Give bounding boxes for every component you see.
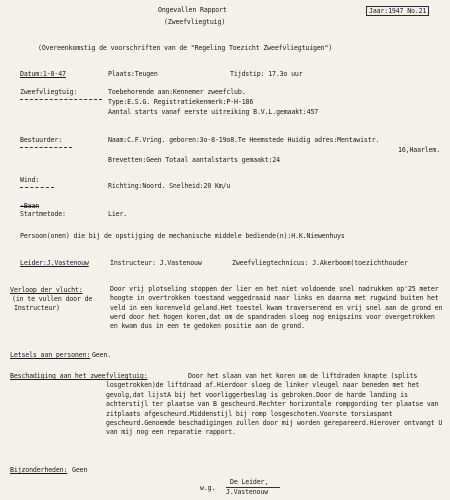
flight-course-label-3: Instructeur) [14, 304, 60, 312]
signature-rule [226, 487, 280, 488]
pilot-name-address: Naam:C.F.Vring. geboren:3o-8-19o8.Te Heemstede Huidig adres:Mentawistr. [108, 136, 380, 144]
start-method-value: Lier. [108, 210, 128, 218]
damage-text: Door het slaan van het koren om de liftdraden knapte (splits losgetrokken)de liftdraad af.Hierdoor sloeg de linker vleugel naar beneden met het gevolg,dat lijstA bij het voorliggerbeslag is gebroken.Door de harde landing is achterstijl ter plaatse van B gescheurd.Rechter horizontale rompgording ter plaatse van zitplaats afgescheurd.Middenstijl bij romp losgeschoten.Voorste torsiaspant gescheurd.Genoemde beschadigingen zullen door mij worden gerepareerd.Hierover ontvangt U van mij nog een reparatie rapport. [106, 372, 443, 437]
wg-mark: w.g. [200, 484, 216, 492]
wind-value: Richting:Noord. Snelheid:20 Km/u [108, 182, 231, 190]
pilot-licences: Brevetten:Geen Totaal aantalstarts gemaakt:24 [108, 156, 280, 164]
pilot-label: Bestuurder: [20, 136, 63, 144]
start-method-label: Startmetode: [20, 210, 66, 218]
particulars-value: Geen [72, 466, 88, 474]
place-field: Plaats:Teugen [108, 70, 158, 78]
wind-label: Wind: [20, 176, 40, 184]
year-number-box: Jaar:1947 No.21 [366, 6, 429, 16]
leader-field: Leider:J.Vastenouw [20, 259, 89, 267]
particulars-label: Bijzonderheden: [10, 466, 68, 474]
regulation-note: (Overeenkomstig de voorschriften van de "Regeling Toezicht Zweefvliegtuigen") [38, 44, 333, 52]
aircraft-label-dashes [20, 99, 102, 100]
aircraft-owner: Toebehorende aan:Kennemer zweefclub. [108, 88, 246, 96]
flight-course-text: Door vrij plotseling stoppen der lier en het niet voldoende snel nadrukken op'25 meter hoogte in overtrokken toestand weggedraaid naar links en daarna met rugwind buiten het veld in een korenveld geland.Het toestel kwam traverserend en vrij snel aan de grond en werd door het hogen koren,dat om de spandraden sloeg nog enigszins voor overgetrokken en kwam dus in een te gedoken positie aan de grond. [110, 285, 443, 331]
winch-operator: Persoon(onen) die bij de opstijging de mechanische middele bediende(n):H.K.Niewenhuys [20, 232, 345, 240]
signature-name: J.Vastenouw [226, 488, 269, 496]
flight-course-label: Verloop der vlucht: [10, 286, 83, 294]
report-title: Ongevallen Rapport [158, 6, 227, 14]
technician-field: Zweefvliegtechnicus: J.Akerboom(toezichthouder [232, 259, 408, 267]
pilot-label-dashes [20, 147, 72, 148]
flight-course-label-2: (in te vullen door de [12, 295, 93, 303]
signature-title: De Leider, [230, 478, 269, 486]
struck-baan: -Baan [20, 202, 40, 210]
time-field: Tijdstip: 17.3o uur [230, 70, 303, 78]
wind-label-dashes [20, 187, 54, 188]
injuries-value: Geen. [92, 351, 112, 359]
aircraft-starts: Aantal starts vanaf eerste uitreiking B.V.L.gemaakt:457 [108, 108, 319, 116]
instructor-field: Instructeur: J.Vastenouw [110, 259, 202, 267]
damage-label: Beschadiging aan het zweefvliegtuig: [10, 372, 148, 380]
pilot-address-city: 16,Haarlem. [398, 146, 441, 154]
date-field: Datum:1-8-47 [20, 70, 66, 78]
report-subtitle: (Zweefvliegtuig) [164, 18, 226, 26]
injuries-label: Letsels aan personen: [10, 351, 91, 359]
aircraft-type: Type:E.S.G. Registratiekenmerk:P-H-186 [108, 98, 254, 106]
aircraft-label: Zweefvliegtuig: [20, 88, 78, 96]
